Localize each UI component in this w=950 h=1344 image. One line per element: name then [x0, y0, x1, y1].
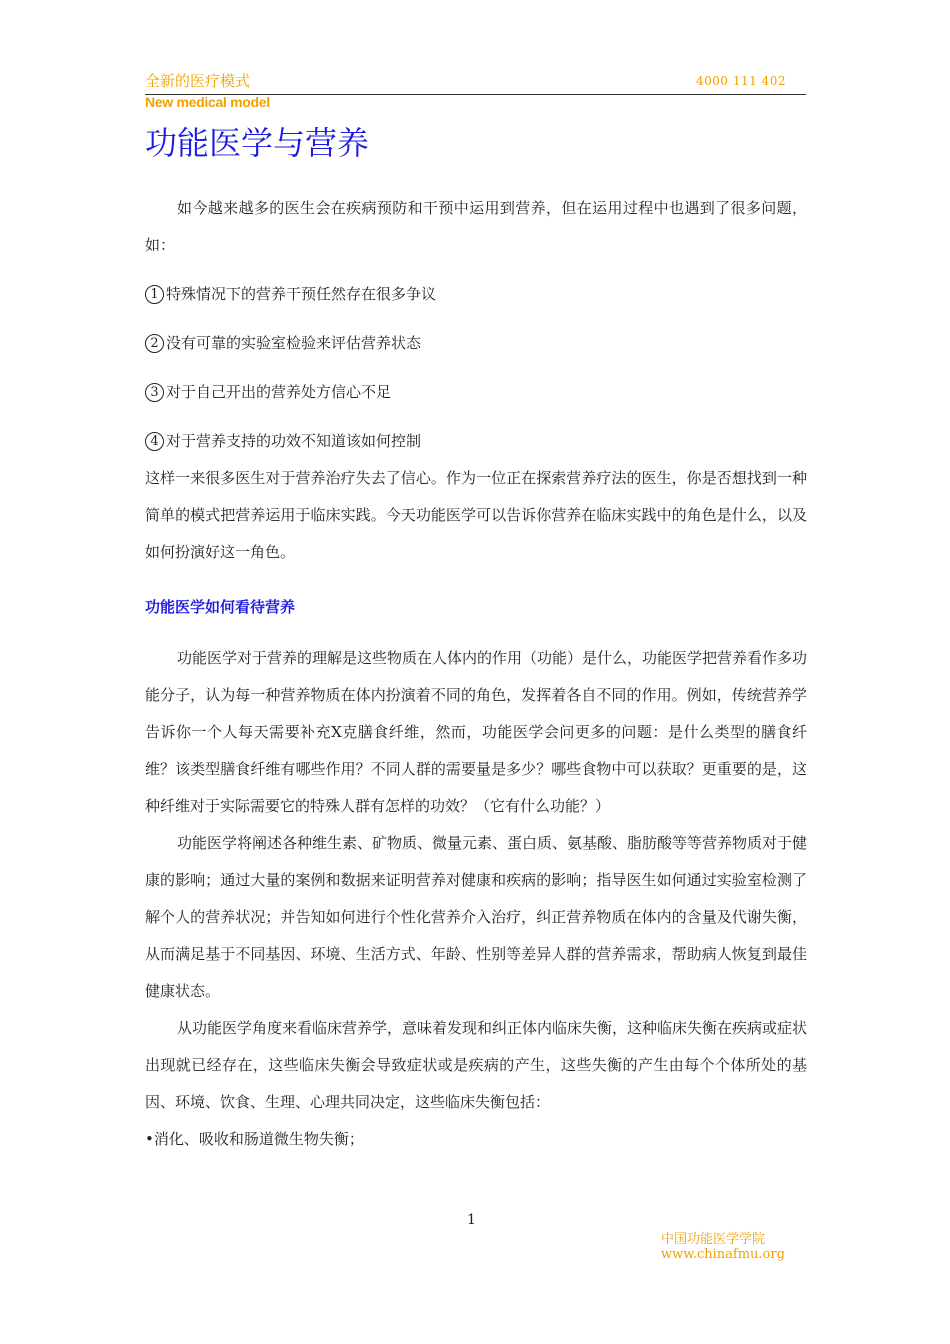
intro-paragraph: 如今越来越多的医生会在疾病预防和干预中运用到营养，但在运用过程中也遇到了很多问题，如： [145, 199, 807, 254]
header-tagline-cn: 全新的医疗模式 [145, 72, 251, 90]
problem-item [145, 374, 807, 411]
bullet-item [145, 1121, 807, 1158]
section-heading: 功能医学如何看待营养 [145, 598, 296, 616]
problem-item [145, 276, 807, 313]
footer-org-name: 中国功能医学学院 [661, 1232, 766, 1247]
header-phone: 4000 111 402 [696, 74, 786, 88]
conclusion-paragraph: 这样一来很多医生对于营养治疗失去了信心。作为一位正在探索营养疗法的医生，你是否想找到一种简单的模式把营养运用于临床实践。今天功能医学可以告诉你营养在临床实践中的角色是什么，以及如何扮演好这一角色。 [145, 469, 807, 561]
circled-number-marker: 1 [145, 285, 164, 304]
problem-item [145, 423, 807, 460]
section-paragraph: 功能医学对于营养的理解是这些物质在人体内的作用（功能）是什么，功能医学把营养看作多功能分子，认为每一种营养物质在体内扮演着不同的角色，发挥着各自不同的作用。例如，传统营养学告诉你一个人每天需要补充X克膳食纤维，然而，功能医学会问更多的问题：是什么类型的膳食纤维？该类型膳食纤维有哪些作用？不同人群的需要量是多少？哪些食物中可以获取？更重要的是，这种纤维对于实际需要它的特殊人群有怎样的功效？（它有什么功能？） [145, 649, 808, 815]
footer-website: www.chinafmu.org [661, 1247, 785, 1262]
circled-number-marker: 4 [145, 432, 164, 451]
header-tagline-en: New medical model [145, 94, 270, 110]
section-paragraph: 功能医学将阐述各种维生素、矿物质、微量元素、蛋白质、氨基酸、脂肪酸等等营养物质对于健康的影响；通过大量的案例和数据来证明营养对健康和疾病的影响；指导医生如何通过实验室检测了解个人的营养状况；并告知如何进行个性化营养介入治疗，纠正营养物质在体内的含量及代谢失衡，从而满足基于不同基因、环境、生活方式、年龄、性别等差异人群的营养需求，帮助病人恢复到最佳健康状态。 [145, 834, 808, 1000]
problem-item [145, 325, 807, 362]
bullet-text: 消化、吸收和肠道微生物失衡； [153, 1130, 364, 1148]
problem-text: 特殊情况下的营养干预任然存在很多争议 [166, 285, 437, 303]
section-paragraph: 从功能医学角度来看临床营养学，意味着发现和纠正体内临床失衡，这种临床失衡在疾病或症状出现就已经存在，这些临床失衡会导致症状或是疾病的产生，这些失衡的产生由每个个体所处的基因、环境、饮食、生理、心理共同决定，这些临床失衡包括： [145, 1019, 808, 1111]
problem-text: 对于自己开出的营养处方信心不足 [166, 383, 392, 401]
document-body [145, 190, 807, 1158]
circled-number-marker: 3 [145, 383, 164, 402]
page-title: 功能医学与营养 [145, 124, 370, 162]
page-number: 1 [467, 1212, 476, 1228]
bullet-icon: • [145, 1130, 154, 1148]
problem-text: 没有可靠的实验室检验来评估营养状态 [166, 334, 422, 352]
circled-number-marker: 2 [145, 334, 164, 353]
problem-text: 对于营养支持的功效不知道该如何控制 [166, 432, 422, 450]
